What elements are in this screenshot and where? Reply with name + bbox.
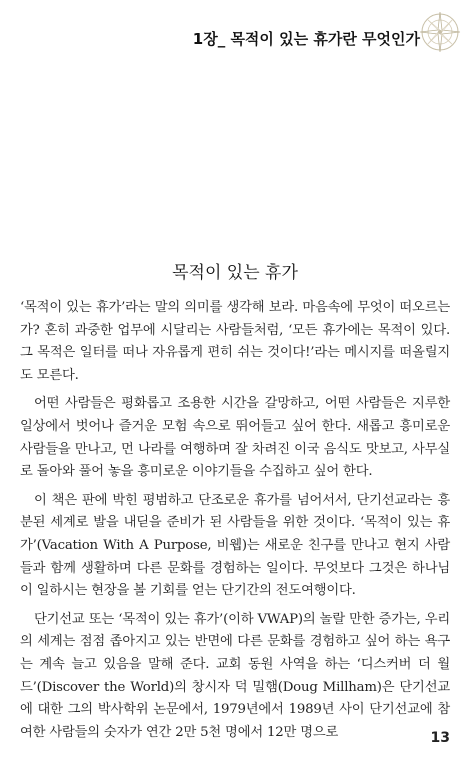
paragraph: 이 책은 판에 박힌 평범하고 단조로운 휴가를 넘어서서, 단기선교라는 흥분된 세계로 발을 내딛을 준비가 된 사람들을 위한 것이다. ‘목적이 있는 휴가’(Vacation With A Purpose, 비웹)는 새로운 친구를 만나고 현지 사람들과 함께 생활하며 다른 문화를 경험하는 일이다. 무엇보다 그것은 하나님이 일하시는 현장을 볼 기회를 얻는 단기간의 전도여행이다. — [20, 492, 450, 599]
chapter-title: 1장_ 목적이 있는 휴가란 무엇인가 — [192, 30, 420, 48]
section-title: 목적이 있는 휴가 — [172, 263, 298, 283]
paragraph: ‘목적이 있는 휴가’라는 말의 의미를 생각해 보라. 마음속에 무엇이 떠오르는가? 혼히 과중한 업무에 시달리는 사람들처럼, ‘모든 휴가에는 목적이 있다. 그 목적은 일터를 떠나 자유롭게 편히 쉬는 것이다!’라는 메시지를 떠올릴지도 모른다. — [20, 300, 450, 383]
body-text — [20, 297, 450, 750]
paragraph: 어떤 사람들은 평화롭고 조용한 시간을 갈망하고, 어떤 사람들은 지루한 일상에서 벗어나 즐거운 모험 속으로 뛰어들고 싶어 한다. 새롭고 흥미로운 사람들을 만나고, 먼 나라를 여행하며 잘 차려진 이국 음식도 맛보고, 사무실로 돌아와 풀어 놓을 흥미로운 이야기들을 수집하고 싶어 한다. — [20, 396, 450, 480]
paragraph: 단기선교 또는 ‘목적이 있는 휴가’(이하 VWAP)의 놀랄 만한 증가는, 우리의 세계는 점점 좁아지고 있는 반면에 다른 문화를 경험하고 싶어 하는 욕구는 계속 늘고 있음을 말해 준다. 교회 동원 사역을 하는 ‘디스커버 더 월드’(Discover the World)의 창시자 덕 밀햄(Doug Millham)은 단기선교에 대한 그의 박사학위 논문에서, 1979년에서 1989년 사이 단기선교에 참여한 사람들의 숫자가 연간 2만 5천 명에서 12만 명으로 — [20, 611, 450, 740]
compass-ornament-icon — [418, 10, 462, 54]
running-header — [10, 10, 460, 56]
page-number: 13 — [430, 730, 450, 746]
